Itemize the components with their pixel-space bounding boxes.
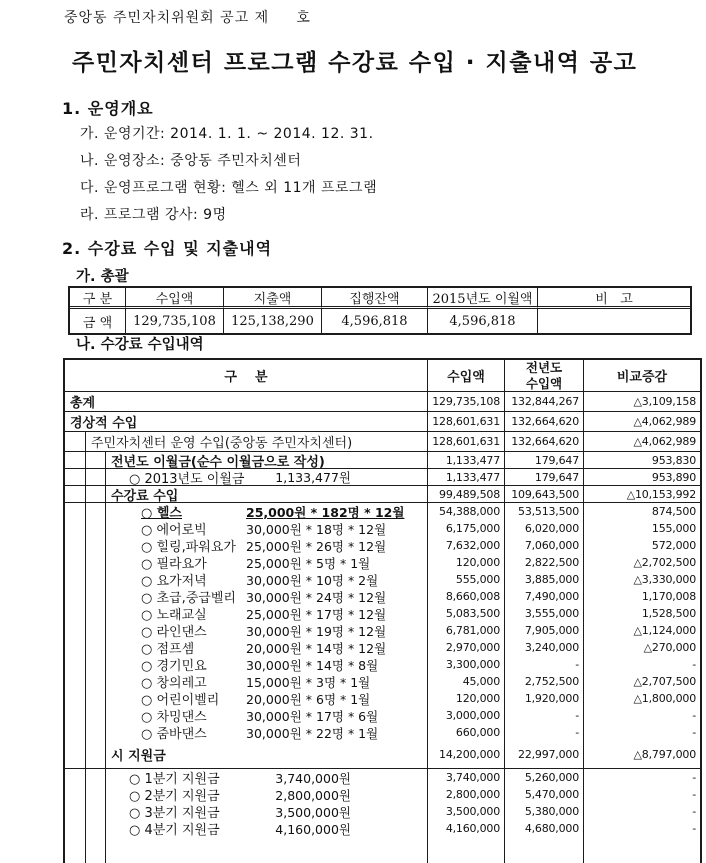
row-label: ○ 점프셈: [141, 642, 195, 658]
table-row: [65, 588, 700, 605]
prev-year-cell: 132,844,267: [504, 392, 583, 411]
row-label: 수강료 수입: [111, 488, 179, 504]
change-cell: 874,500: [583, 503, 700, 520]
row-detail: 2,800,000원: [275, 787, 351, 803]
row-detail: 30,000원 * 17명 * 6월: [246, 708, 379, 724]
prev-year-cell: 4,680,000: [504, 820, 583, 837]
change-cell: △4,062,989: [583, 412, 700, 431]
row-detail: 30,000원 * 24명 * 12월: [246, 589, 387, 605]
table-row: [65, 520, 700, 537]
category-cell: [86, 432, 427, 451]
change-cell: △3,109,158: [583, 392, 700, 411]
indent-cell: [65, 432, 86, 451]
section-2-heading: 2. 수강료 수입 및 지출내역: [62, 239, 273, 258]
prev-year-cell: 3,555,000: [504, 605, 583, 622]
change-cell: 1,528,500: [583, 605, 700, 622]
change-cell: △270,000: [583, 639, 700, 656]
income-table-body: [65, 392, 700, 863]
row-detail: 25,000원 * 26명 * 12월: [246, 538, 387, 554]
row-label: ○ 차밍댄스: [141, 710, 207, 726]
prev-year-cell: 109,643,500: [504, 486, 583, 502]
category-cell: [106, 622, 427, 639]
row-detail: 30,000원 * 18명 * 12월: [246, 521, 387, 537]
income-cell: 4,160,000: [427, 820, 504, 837]
indent-cell: [65, 786, 86, 803]
row-detail: 1,133,477원: [275, 470, 351, 486]
table-row: [65, 741, 700, 769]
document-title: 주민자치센터 프로그램 수강료 수입 · 지출내역 공고: [72, 50, 638, 76]
change-cell: -: [583, 786, 700, 803]
indent-cell: [65, 605, 86, 622]
table-row: [65, 769, 700, 786]
table-row: [65, 707, 700, 724]
income-cell: 555,000: [427, 571, 504, 588]
indent-cell: [86, 520, 106, 537]
category-cell: [106, 486, 427, 502]
row-detail: 20,000원 * 14명 * 12월: [246, 640, 387, 656]
change-cell: △2,707,500: [583, 673, 700, 690]
indent-cell: [65, 486, 86, 502]
prev-year-cell: 6,020,000: [504, 520, 583, 537]
category-cell: [106, 605, 427, 622]
summary-header-cell: 비 고: [537, 288, 690, 309]
row-label: ○ 필라요가: [141, 557, 207, 573]
table-row: [65, 392, 700, 412]
income-cell: 14,200,000: [427, 741, 504, 768]
prev-year-cell: 22,997,000: [504, 741, 583, 768]
indent-cell: [86, 639, 106, 656]
indent-cell: [65, 588, 86, 605]
category-cell: [65, 392, 427, 411]
indent-cell: [86, 724, 106, 741]
prev-year-cell: -: [504, 707, 583, 724]
prev-year-cell: 179,647: [504, 469, 583, 485]
indent-cell: [86, 707, 106, 724]
prev-year-cell: 5,260,000: [504, 769, 583, 786]
indent-cell: [65, 769, 86, 786]
category-cell: [65, 412, 427, 431]
indent-cell: [86, 769, 106, 786]
summary-value-cell: 129,735,108: [125, 309, 223, 333]
change-cell: 155,000: [583, 520, 700, 537]
table-row: [65, 571, 700, 588]
category-cell: [106, 537, 427, 554]
category-cell: [106, 520, 427, 537]
income-table: [63, 358, 702, 863]
income-cell: 3,300,000: [427, 656, 504, 673]
summary-row-label: 금 액: [82, 315, 113, 331]
category-cell: [106, 820, 427, 837]
prev-year-cell: 5,380,000: [504, 803, 583, 820]
notice-number-line: 중앙동 주민자치위원회 공고 제 호: [64, 10, 311, 26]
row-detail: 30,000원 * 19명 * 12월: [246, 623, 387, 639]
income-cell: 128,601,631: [427, 432, 504, 451]
indent-cell: [86, 571, 106, 588]
indent-cell: [86, 803, 106, 820]
row-label: ○ 어린이벨리: [141, 693, 220, 709]
table-row: [65, 537, 700, 554]
change-cell: -: [583, 820, 700, 837]
table-row: [65, 690, 700, 707]
prev-year-cell: 7,060,000: [504, 537, 583, 554]
row-label: 시 지원금: [111, 749, 166, 765]
income-cell: 660,000: [427, 724, 504, 741]
indent-cell: [65, 503, 86, 520]
table-row: [65, 432, 700, 452]
row-detail: 30,000원 * 10명 * 2월: [246, 572, 379, 588]
prev-year-cell: 3,240,000: [504, 639, 583, 656]
change-cell: 572,000: [583, 537, 700, 554]
income-cell: 128,601,631: [427, 412, 504, 431]
change-cell: -: [583, 656, 700, 673]
table-row: [65, 803, 700, 820]
prev-year-cell: 5,470,000: [504, 786, 583, 803]
change-cell: [583, 837, 700, 863]
overview-item-list: [80, 121, 377, 229]
category-cell: [106, 452, 427, 468]
table-row: [65, 412, 700, 432]
indent-cell: [65, 520, 86, 537]
summary-header-cell: 구 분: [70, 288, 125, 309]
prev-year-cell: 7,905,000: [504, 622, 583, 639]
table-row: [65, 554, 700, 571]
indent-cell: [65, 690, 86, 707]
income-cell: 3,500,000: [427, 803, 504, 820]
indent-cell: [65, 571, 86, 588]
row-detail: 25,000원 * 5명 * 1월: [246, 555, 371, 571]
prev-year-cell: 3,885,000: [504, 571, 583, 588]
change-cell: △1,124,000: [583, 622, 700, 639]
summary-header-cell: 수입액: [125, 288, 223, 309]
category-cell: [106, 503, 427, 520]
row-detail: 20,000원 * 6명 * 1월: [246, 691, 371, 707]
change-cell: 953,890: [583, 469, 700, 485]
table-row: [65, 605, 700, 622]
indent-cell: [86, 486, 106, 502]
indent-cell: [65, 622, 86, 639]
table-row: [65, 656, 700, 673]
prev-year-cell: 2,752,500: [504, 673, 583, 690]
indent-cell: [65, 803, 86, 820]
income-subsection-heading: 나. 수강료 수입내역: [76, 337, 204, 353]
summary-header-cell: 집행잔액: [321, 288, 427, 309]
summary-subsection-heading: 가. 총괄: [76, 269, 129, 285]
indent-cell: [86, 656, 106, 673]
indent-cell: [86, 837, 106, 863]
indent-cell: [86, 820, 106, 837]
row-detail: 3,500,000원: [275, 804, 351, 820]
column-header-prev-year: 전년도 수입액: [504, 360, 583, 391]
table-row: [65, 503, 700, 520]
table-row: [65, 469, 700, 486]
summary-value-cell: 4,596,818: [321, 309, 427, 333]
row-detail: 30,000원 * 14명 * 8월: [246, 657, 379, 673]
change-cell: 953,830: [583, 452, 700, 468]
indent-cell: [86, 588, 106, 605]
table-row: [65, 622, 700, 639]
overview-item: 라. 프로그램 강사: 9명: [80, 207, 227, 223]
summary-value-cell: 125,138,290: [223, 309, 321, 333]
change-cell: -: [583, 769, 700, 786]
indent-cell: [65, 741, 86, 768]
income-cell: 45,000: [427, 673, 504, 690]
income-cell: 1,133,477: [427, 452, 504, 468]
indent-cell: [86, 741, 106, 768]
row-label: ○ 1분기 지원금: [129, 772, 220, 788]
prev-year-cell: 132,664,620: [504, 432, 583, 451]
indent-cell: [86, 537, 106, 554]
category-cell: [106, 469, 427, 485]
prev-year-cell: 132,664,620: [504, 412, 583, 431]
category-cell: [106, 769, 427, 786]
section-1-heading: 1. 운영개요: [62, 99, 154, 118]
row-label: ○ 2분기 지원금: [129, 789, 220, 805]
indent-cell: [65, 469, 86, 485]
indent-cell: [65, 820, 86, 837]
category-cell: [106, 724, 427, 741]
row-detail: 15,000원 * 3명 * 1월: [246, 674, 371, 690]
table-row: [65, 786, 700, 803]
table-row: [65, 452, 700, 469]
prev-year-cell: 2,822,500: [504, 554, 583, 571]
change-cell: -: [583, 803, 700, 820]
category-cell: [106, 639, 427, 656]
column-header-income: 수입액: [427, 360, 504, 391]
income-cell: 3,740,000: [427, 769, 504, 786]
indent-cell: [65, 837, 86, 863]
indent-cell: [65, 452, 86, 468]
income-cell: 2,800,000: [427, 786, 504, 803]
category-cell: [106, 571, 427, 588]
row-label: ○ 힐링,파워요가: [141, 540, 236, 556]
indent-cell: [65, 724, 86, 741]
indent-cell: [65, 707, 86, 724]
table-row: [65, 837, 700, 863]
indent-cell: [86, 503, 106, 520]
table-row: [65, 820, 700, 837]
indent-cell: [65, 554, 86, 571]
row-label: 주민자치센터 운영 수입(중앙동 주민자치센터): [91, 436, 353, 452]
prev-year-cell: 1,920,000: [504, 690, 583, 707]
row-label: ○ 노래교실: [141, 608, 207, 624]
row-label: ○ 초급,중급벨리: [141, 591, 236, 607]
category-cell: [106, 741, 427, 768]
table-row: [65, 486, 700, 503]
income-cell: [427, 837, 504, 863]
row-label: ○ 경기민요: [141, 659, 207, 675]
income-cell: 5,083,500: [427, 605, 504, 622]
change-cell: △3,330,000: [583, 571, 700, 588]
overview-item: 다. 운영프로그램 현황: 헬스 외 11개 프로그램: [80, 180, 378, 196]
income-cell: 54,388,000: [427, 503, 504, 520]
category-cell: [106, 707, 427, 724]
row-label: ○ 3분기 지원금: [129, 806, 220, 822]
summary-header-cell: 지출액: [223, 288, 321, 309]
income-table-header-row: [65, 360, 700, 392]
indent-cell: [86, 605, 106, 622]
summary-value-cell: [537, 309, 690, 333]
row-detail: 4,160,000원: [275, 821, 351, 837]
table-row: [65, 724, 700, 741]
row-label: 경상적 수입: [70, 416, 138, 432]
row-detail: 3,740,000원: [275, 770, 351, 786]
income-cell: 99,489,508: [427, 486, 504, 502]
indent-cell: [86, 673, 106, 690]
summary-table: [68, 286, 692, 335]
category-cell: [106, 554, 427, 571]
category-cell: [106, 690, 427, 707]
income-cell: 1,133,477: [427, 469, 504, 485]
row-label: ○ 요가저녁: [141, 574, 207, 590]
indent-cell: [86, 554, 106, 571]
income-cell: 2,970,000: [427, 639, 504, 656]
row-detail: 30,000원 * 22명 * 1월: [246, 725, 379, 741]
overview-item: 나. 운영장소: 중앙동 주민자치센터: [80, 153, 302, 169]
prev-year-cell: 53,513,500: [504, 503, 583, 520]
row-label: ○ 창의레고: [141, 676, 207, 692]
income-cell: 129,735,108: [427, 392, 504, 411]
summary-header-cell: 2015년도 이월액: [427, 288, 537, 309]
category-cell: [106, 656, 427, 673]
row-label: ○ 2013년도 이월금: [129, 471, 245, 487]
change-cell: -: [583, 707, 700, 724]
prev-year-cell: [504, 837, 583, 863]
change-cell: -: [583, 724, 700, 741]
row-label: ○ 라인댄스: [141, 625, 207, 641]
income-cell: 8,660,008: [427, 588, 504, 605]
row-label: ○ 헬스: [141, 506, 182, 522]
indent-cell: [86, 786, 106, 803]
row-label: ○ 4분기 지원금: [129, 823, 220, 839]
table-row: [65, 673, 700, 690]
table-row: [65, 639, 700, 656]
indent-cell: [65, 673, 86, 690]
category-cell: [106, 673, 427, 690]
indent-cell: [65, 537, 86, 554]
change-cell: △8,797,000: [583, 741, 700, 768]
indent-cell: [65, 656, 86, 673]
indent-cell: [86, 452, 106, 468]
overview-item: 가. 운영기간: 2014. 1. 1. ~ 2014. 12. 31.: [80, 126, 374, 142]
category-cell: [106, 588, 427, 605]
summary-value-cell: 4,596,818: [427, 309, 537, 333]
income-cell: 120,000: [427, 690, 504, 707]
change-cell: △10,153,992: [583, 486, 700, 502]
category-cell: [106, 837, 427, 863]
row-detail: 25,000원 * 17명 * 12월: [246, 606, 387, 622]
prev-year-cell: -: [504, 656, 583, 673]
indent-cell: [86, 469, 106, 485]
income-cell: 7,632,000: [427, 537, 504, 554]
indent-cell: [65, 639, 86, 656]
indent-cell: [86, 690, 106, 707]
row-label: ○ 에어로빅: [141, 523, 207, 539]
column-header-category: 구 분: [224, 370, 268, 386]
category-cell: [106, 803, 427, 820]
row-label: 총계: [70, 396, 96, 412]
prev-year-cell: 179,647: [504, 452, 583, 468]
indent-cell: [86, 622, 106, 639]
income-cell: 6,781,000: [427, 622, 504, 639]
row-detail: 25,000원 * 182명 * 12월: [246, 504, 405, 520]
prev-year-cell: 7,490,000: [504, 588, 583, 605]
change-cell: △4,062,989: [583, 432, 700, 451]
income-cell: 6,175,000: [427, 520, 504, 537]
column-header-change: 비교증감: [583, 360, 700, 391]
prev-year-cell: -: [504, 724, 583, 741]
category-cell: [106, 786, 427, 803]
row-label: ○ 줌바댄스: [141, 727, 207, 743]
row-label: 전년도 이월금(순수 이월금으로 작성): [111, 454, 325, 470]
change-cell: △2,702,500: [583, 554, 700, 571]
income-cell: 120,000: [427, 554, 504, 571]
change-cell: △1,800,000: [583, 690, 700, 707]
income-cell: 3,000,000: [427, 707, 504, 724]
change-cell: 1,170,008: [583, 588, 700, 605]
